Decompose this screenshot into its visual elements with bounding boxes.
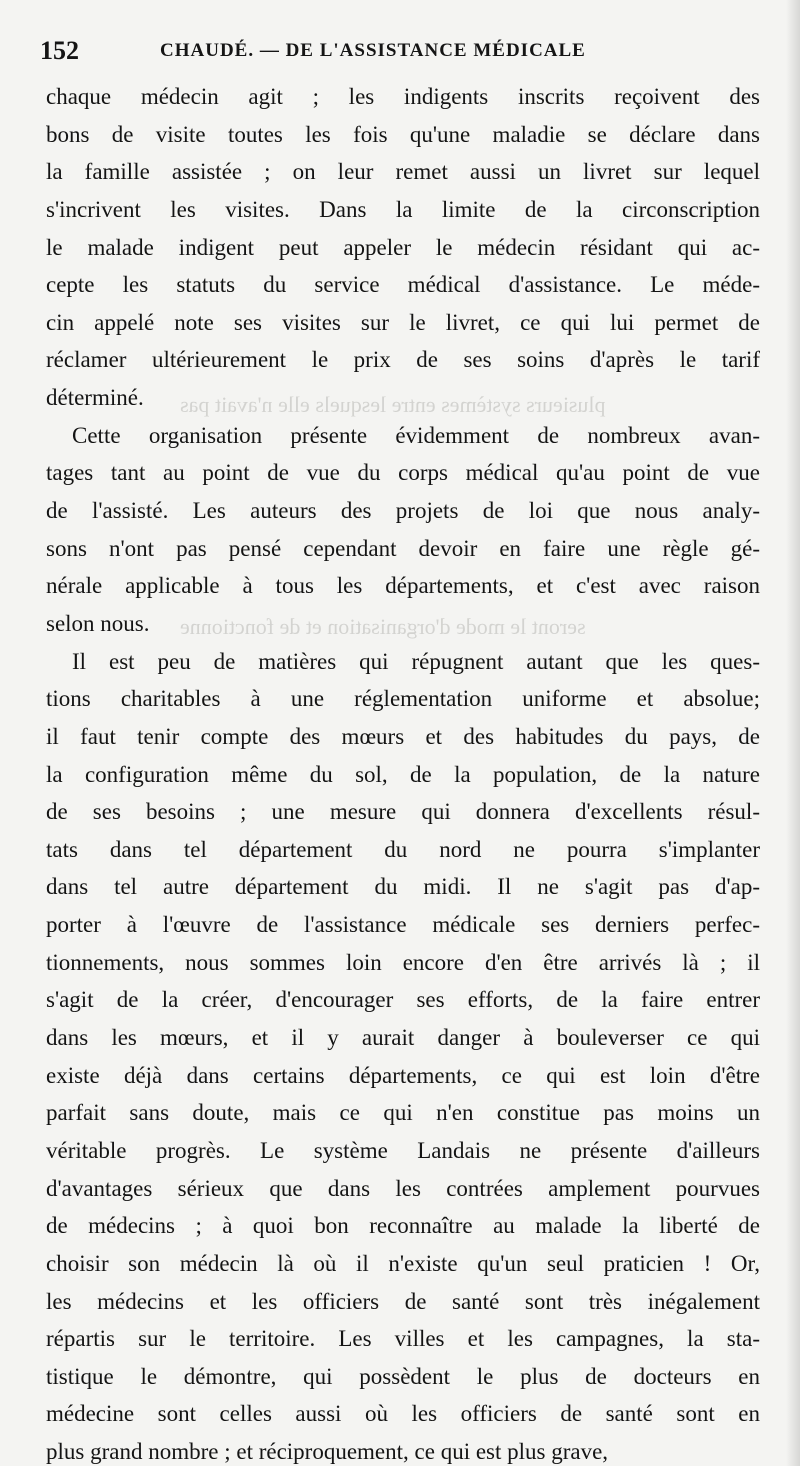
text-line: Cette organisation présente évidemment de nombreux avan-	[72, 422, 760, 448]
text-line: tions charitables à une réglementation uniforme et absolue;	[46, 686, 760, 712]
page-header	[40, 34, 760, 74]
running-head: CHAUDÉ. — DE L'ASSISTANCE MÉDICALE	[160, 40, 586, 61]
body-text	[46, 78, 760, 1466]
text-line: s'agit de la créer, d'encourager ses efforts, de la faire entrer	[46, 987, 760, 1013]
text-line: s'incrivent les visites. Dans la limite de la circonscription	[46, 196, 760, 222]
text-line: le malade indigent peut appeler le médecin résidant qui ac-	[46, 234, 760, 260]
text-line: plus grand nombre ; et réciproquement, ce qui est plus grave,	[46, 1439, 609, 1465]
text-line: sons n'ont pas pensé cependant devoir en faire une règle gé-	[46, 535, 760, 561]
text-line: médecine sont celles aussi où les officiers de santé sont en	[46, 1401, 760, 1427]
paragraph	[46, 417, 760, 643]
text-line: de ses besoins ; une mesure qui donnera d'excellents résul-	[46, 799, 760, 825]
paragraph	[46, 78, 760, 417]
text-line: de l'assisté. Les auteurs des projets de loi que nous analy-	[46, 498, 760, 524]
text-line: nérale applicable à tous les départements, et c'est avec raison	[46, 573, 760, 599]
text-line: chaque médecin agit ; les indigents inscrits reçoivent des	[46, 84, 760, 109]
text-line: existe déjà dans certains départements, ce qui est loin d'être	[46, 1062, 760, 1088]
text-line: la famille assistée ; on leur remet aussi un livret sur lequel	[46, 159, 760, 185]
bleed-through-text: seront le mode d'organisation et de fonctionne	[180, 614, 586, 639]
text-line: de médecins ; à quoi bon reconnaître au malade la liberté de	[46, 1213, 760, 1239]
bleed-through-text: plusieurs systèmes entre lesquels elle n'avait pas	[180, 392, 606, 417]
page-edge-shadow	[786, 0, 800, 1466]
text-line: tats dans tel département du nord ne pourra s'implanter	[46, 836, 760, 862]
text-line: tages tant au point de vue du corps médical qu'au point de vue	[46, 460, 760, 486]
text-line: la configuration même du sol, de la population, de la nature	[46, 761, 760, 787]
text-line: choisir son médecin là où il n'existe qu'un seul praticien ! Or,	[46, 1250, 760, 1276]
text-line: déterminé.	[46, 385, 144, 411]
text-line: dans tel autre département du midi. Il ne s'agit pas d'ap-	[46, 874, 760, 900]
text-line: d'avantages sérieux que dans les contrées amplement pourvues	[46, 1175, 760, 1201]
text-line: véritable progrès. Le système Landais ne présente d'ailleurs	[46, 1137, 760, 1163]
text-line: selon nous.	[46, 610, 150, 636]
text-line: dans les mœurs, et il y aurait danger à bouleverser ce qui	[46, 1025, 760, 1051]
text-line: il faut tenir compte des mœurs et des habitudes du pays, de	[46, 723, 760, 749]
text-line: tionnements, nous sommes loin encore d'en être arrivés là ; il	[46, 949, 760, 975]
text-line: parfait sans doute, mais ce qui n'en constitue pas moins un	[46, 1100, 760, 1126]
text-line: cepte les statuts du service médical d'assistance. Le méde-	[46, 272, 760, 298]
text-line: les médecins et les officiers de santé sont très inégalement	[46, 1288, 760, 1314]
paragraph	[46, 643, 760, 1466]
text-line: bons de visite toutes les fois qu'une maladie se déclare dans	[46, 121, 760, 147]
text-line: tistique le démontre, qui possèdent le plus de docteurs en	[46, 1363, 760, 1389]
text-line: Il est peu de matières qui répugnent autant que les ques-	[72, 648, 760, 674]
text-line: réclamer ultérieurement le prix de ses soins d'après le tarif	[46, 347, 760, 373]
text-line: porter à l'œuvre de l'assistance médicale ses derniers perfec-	[46, 912, 760, 938]
text-line: cin appelé note ses visites sur le livret, ce qui lui permet de	[46, 309, 760, 335]
text-line: répartis sur le territoire. Les villes et les campagnes, la sta-	[46, 1326, 760, 1352]
page-number: 152	[40, 36, 79, 65]
